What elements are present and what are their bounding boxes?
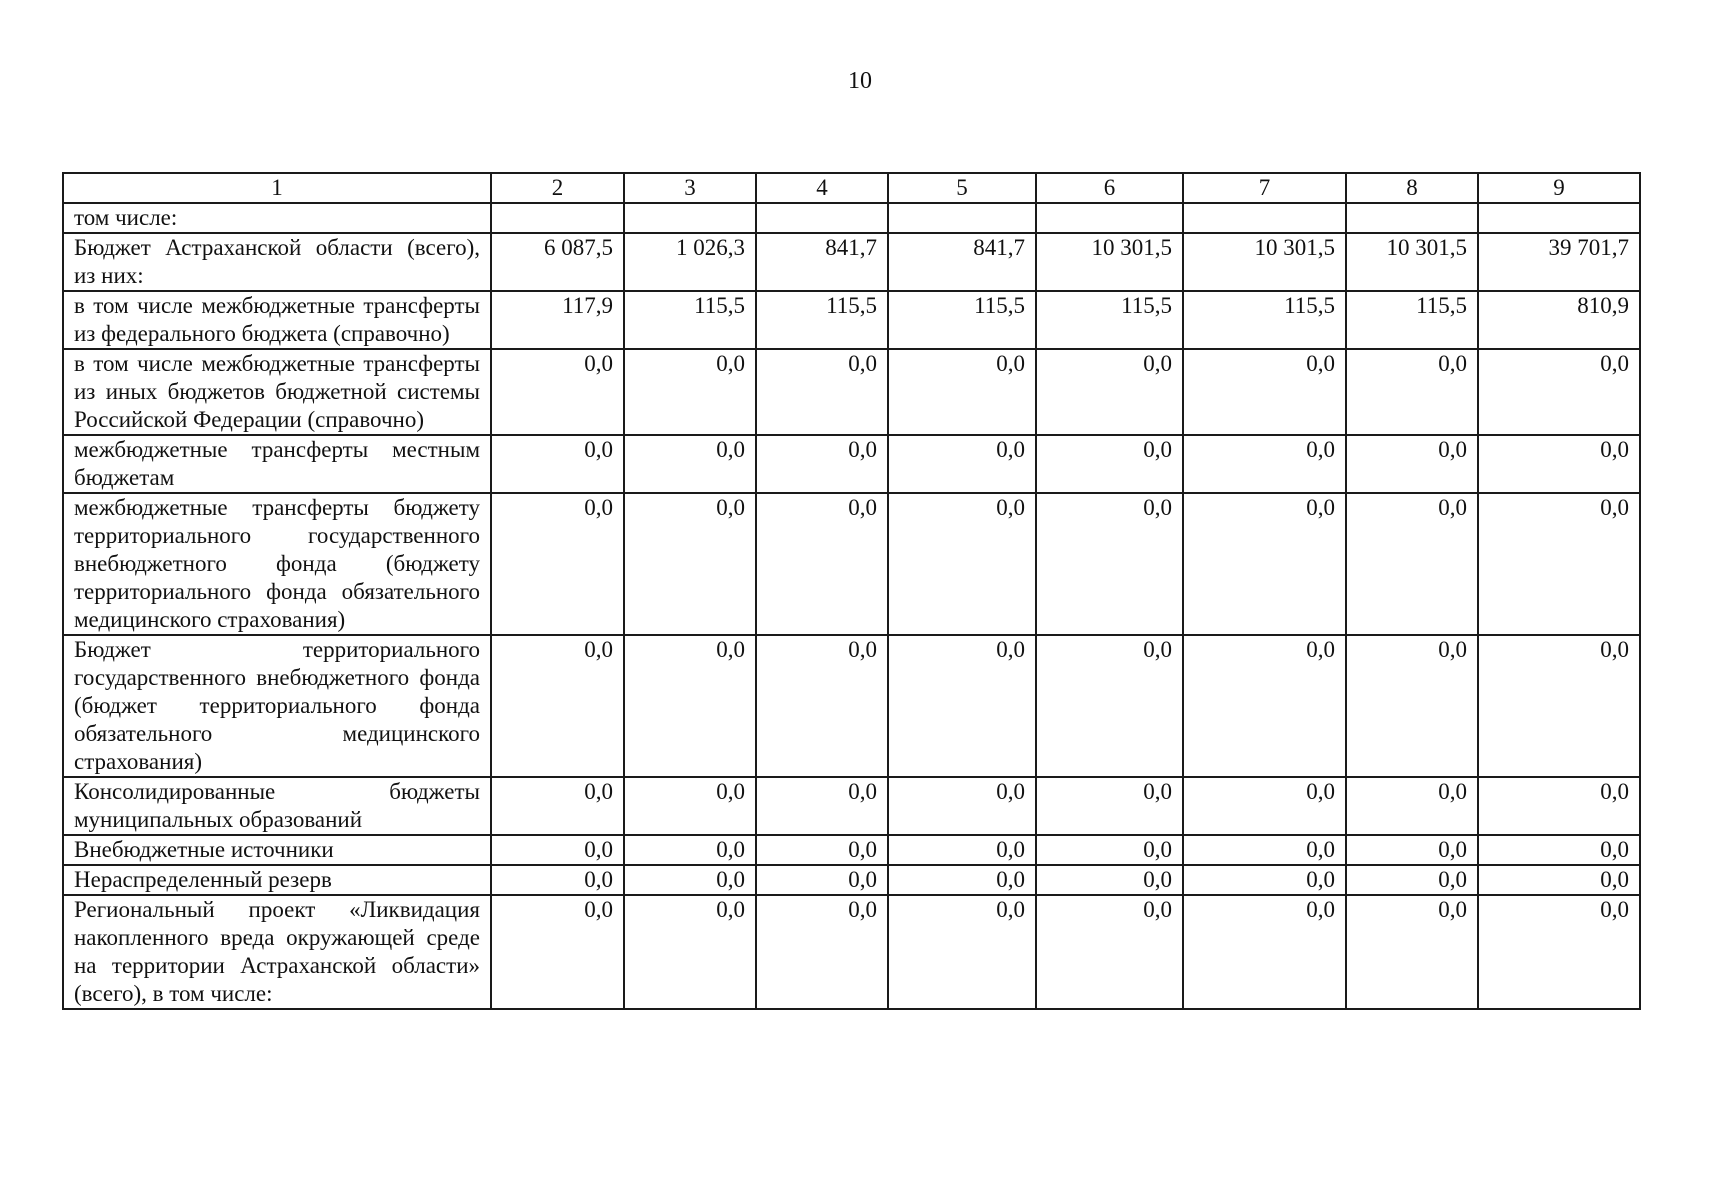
value-cell: 841,7 (756, 233, 888, 291)
row-label: Нераспределенный резерв (63, 865, 491, 895)
value-cell: 0,0 (1183, 777, 1346, 835)
value-cell: 115,5 (1346, 291, 1478, 349)
value-cell: 0,0 (624, 493, 756, 635)
value-cell: 0,0 (1346, 865, 1478, 895)
row-label: том числе: (63, 203, 491, 233)
column-header: 6 (1036, 173, 1183, 203)
value-cell: 0,0 (491, 865, 624, 895)
value-cell (1346, 203, 1478, 233)
value-cell: 0,0 (1183, 635, 1346, 777)
value-cell: 0,0 (1183, 349, 1346, 435)
row-label: в том числе межбюджетные трансферты из иных бюджетов бюджетной системы Российской Федерации (справочно) (63, 349, 491, 435)
value-cell (1183, 203, 1346, 233)
table-row (63, 203, 1640, 233)
value-cell: 0,0 (1478, 835, 1640, 865)
value-cell: 117,9 (491, 291, 624, 349)
value-cell (1478, 203, 1640, 233)
value-cell: 0,0 (624, 777, 756, 835)
value-cell: 0,0 (888, 435, 1036, 493)
value-cell: 0,0 (888, 635, 1036, 777)
value-cell (756, 203, 888, 233)
value-cell: 115,5 (756, 291, 888, 349)
value-cell: 0,0 (756, 635, 888, 777)
value-cell: 0,0 (1346, 493, 1478, 635)
value-cell: 0,0 (756, 865, 888, 895)
value-cell: 0,0 (1183, 435, 1346, 493)
budget-table (62, 172, 1641, 1010)
value-cell: 0,0 (491, 349, 624, 435)
page-number: 10 (848, 68, 872, 94)
value-cell: 0,0 (1478, 865, 1640, 895)
row-label: Бюджет Астраханской области (всего), из них: (63, 233, 491, 291)
column-header: 8 (1346, 173, 1478, 203)
value-cell: 841,7 (888, 233, 1036, 291)
value-cell: 0,0 (1478, 635, 1640, 777)
value-cell: 0,0 (1183, 865, 1346, 895)
table-row (63, 291, 1640, 349)
value-cell: 0,0 (1346, 435, 1478, 493)
value-cell (491, 203, 624, 233)
table-row (63, 777, 1640, 835)
value-cell: 0,0 (888, 777, 1036, 835)
value-cell (1036, 203, 1183, 233)
value-cell: 0,0 (1346, 895, 1478, 1009)
value-cell: 0,0 (1346, 635, 1478, 777)
value-cell: 0,0 (756, 349, 888, 435)
value-cell: 0,0 (1478, 895, 1640, 1009)
value-cell: 0,0 (624, 835, 756, 865)
value-cell: 0,0 (624, 895, 756, 1009)
value-cell: 810,9 (1478, 291, 1640, 349)
value-cell (624, 203, 756, 233)
value-cell: 0,0 (888, 349, 1036, 435)
value-cell: 0,0 (888, 895, 1036, 1009)
value-cell: 0,0 (756, 895, 888, 1009)
value-cell: 0,0 (1478, 493, 1640, 635)
table-row (63, 895, 1640, 1009)
value-cell: 115,5 (1036, 291, 1183, 349)
value-cell: 0,0 (1346, 777, 1478, 835)
value-cell: 0,0 (491, 895, 624, 1009)
value-cell: 0,0 (491, 493, 624, 635)
table-row (63, 435, 1640, 493)
row-label: Консолидированные бюджеты муниципальных образований (63, 777, 491, 835)
value-cell: 0,0 (491, 835, 624, 865)
value-cell: 115,5 (1183, 291, 1346, 349)
value-cell: 0,0 (1478, 435, 1640, 493)
value-cell: 0,0 (888, 865, 1036, 895)
value-cell: 10 301,5 (1036, 233, 1183, 291)
table-row (63, 835, 1640, 865)
value-cell: 0,0 (1036, 865, 1183, 895)
table-row (63, 493, 1640, 635)
column-header: 2 (491, 173, 624, 203)
row-label: в том числе межбюджетные трансферты из федерального бюджета (справочно) (63, 291, 491, 349)
value-cell (888, 203, 1036, 233)
value-cell: 0,0 (1036, 777, 1183, 835)
value-cell: 0,0 (1478, 349, 1640, 435)
value-cell: 0,0 (756, 493, 888, 635)
value-cell: 115,5 (888, 291, 1036, 349)
value-cell: 0,0 (491, 635, 624, 777)
header-row (63, 173, 1640, 203)
row-label: Региональный проект «Ликвидация накопленного вреда окружающей среде на территории Астраханской области» (всего), в том числе: (63, 895, 491, 1009)
value-cell: 0,0 (756, 835, 888, 865)
value-cell: 0,0 (1346, 835, 1478, 865)
value-cell: 0,0 (1036, 895, 1183, 1009)
row-label: межбюджетные трансферты бюджету территориального государственного внебюджетного фонда (бюджету территориального фонда обязательного медицинского страхования) (63, 493, 491, 635)
value-cell: 0,0 (1183, 493, 1346, 635)
table-row (63, 349, 1640, 435)
value-cell: 0,0 (1346, 349, 1478, 435)
column-header: 7 (1183, 173, 1346, 203)
column-header: 5 (888, 173, 1036, 203)
table-row (63, 865, 1640, 895)
value-cell: 0,0 (1036, 493, 1183, 635)
value-cell: 1 026,3 (624, 233, 756, 291)
value-cell: 0,0 (624, 635, 756, 777)
value-cell: 0,0 (491, 435, 624, 493)
value-cell: 6 087,5 (491, 233, 624, 291)
value-cell: 0,0 (1036, 835, 1183, 865)
column-header: 3 (624, 173, 756, 203)
value-cell: 0,0 (1478, 777, 1640, 835)
value-cell: 115,5 (624, 291, 756, 349)
table-row (63, 233, 1640, 291)
column-header: 1 (63, 173, 491, 203)
value-cell: 0,0 (888, 493, 1036, 635)
value-cell: 0,0 (1183, 835, 1346, 865)
table-row (63, 635, 1640, 777)
column-header: 9 (1478, 173, 1640, 203)
value-cell: 0,0 (624, 349, 756, 435)
value-cell: 0,0 (624, 865, 756, 895)
value-cell: 0,0 (1183, 895, 1346, 1009)
column-header: 4 (756, 173, 888, 203)
value-cell: 0,0 (1036, 635, 1183, 777)
value-cell: 0,0 (1036, 349, 1183, 435)
value-cell: 10 301,5 (1346, 233, 1478, 291)
row-label: межбюджетные трансферты местным бюджетам (63, 435, 491, 493)
value-cell: 0,0 (1036, 435, 1183, 493)
row-label: Внебюджетные источники (63, 835, 491, 865)
value-cell: 0,0 (756, 777, 888, 835)
value-cell: 0,0 (756, 435, 888, 493)
value-cell: 10 301,5 (1183, 233, 1346, 291)
value-cell: 0,0 (888, 835, 1036, 865)
row-label: Бюджет территориального государственного внебюджетного фонда (бюджет территориального фонда обязательного медицинского страхования) (63, 635, 491, 777)
value-cell: 0,0 (491, 777, 624, 835)
value-cell: 0,0 (624, 435, 756, 493)
value-cell: 39 701,7 (1478, 233, 1640, 291)
